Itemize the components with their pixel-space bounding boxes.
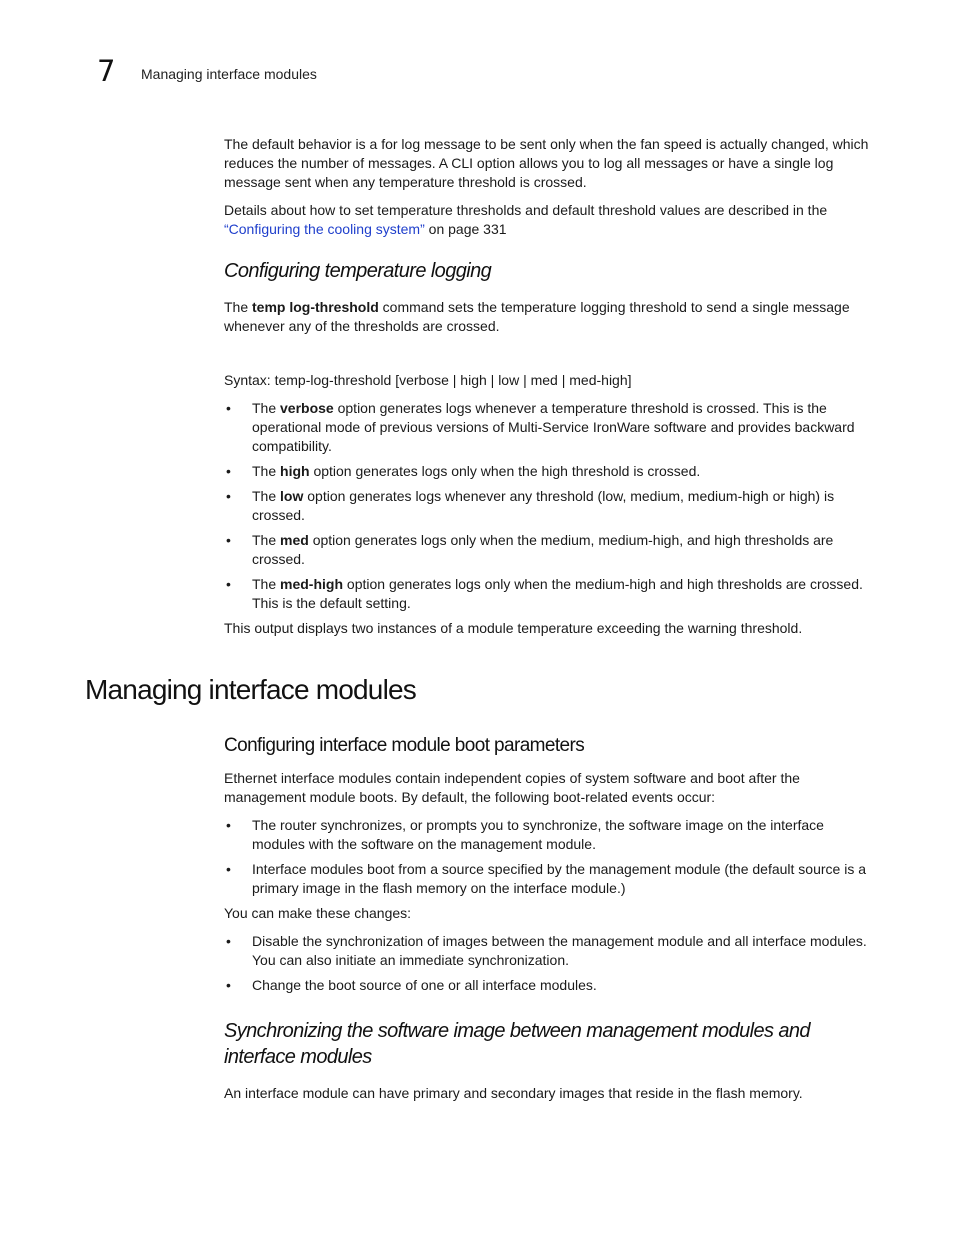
- sync-text: An interface module can have primary and secondary images that reside in the flash memory.: [224, 1085, 803, 1101]
- intro-paragraph: The default behavior is a for log message to be sent only when the fan speed is actually changed, which reduces the number of messages. A CLI option allows you to log all messages or have a single log message sent when any temperature threshold is crossed.: [224, 136, 869, 190]
- list-item: [224, 531, 874, 569]
- sync-heading: Synchronizing the software image between management modules and interface modules: [224, 1020, 810, 1068]
- intro-section: [224, 135, 874, 239]
- bullet-icon: •: [226, 933, 231, 949]
- item-text: Interface modules boot from a source specified by the management module (the default source is a primary image in the flash memory on the interface module.): [252, 861, 867, 896]
- bullet-icon: •: [226, 861, 231, 877]
- item-text: option generates logs only when the medium, medium-high, and high thresholds are crossed.: [252, 532, 834, 567]
- list-item: [224, 487, 874, 525]
- option-keyword: verbose: [280, 400, 334, 416]
- boot-parameters-heading: Configuring interface module boot parameters: [224, 735, 585, 756]
- option-keyword: low: [280, 488, 304, 504]
- chapter-number: 7: [97, 54, 116, 88]
- item-text: Disable the synchronization of images between the management module and all interface modules. You can also initiate an immediate synchronization.: [252, 933, 867, 968]
- changes-list: [224, 932, 874, 995]
- list-item: [224, 816, 874, 854]
- command-name: temp log-threshold: [252, 299, 379, 315]
- changes-intro: You can make these changes:: [224, 905, 412, 921]
- bullet-icon: •: [226, 463, 231, 479]
- item-text: option generates logs whenever a temperature threshold is crossed. This is the operational mode of previous versions of Multi-Service IronWare software and provides backward compatibility.: [252, 400, 855, 454]
- item-text: The: [252, 488, 281, 504]
- option-list: [224, 399, 874, 613]
- option-keyword: med-high: [280, 576, 344, 592]
- item-text: The: [252, 532, 281, 548]
- option-keyword: high: [280, 463, 310, 479]
- item-text: option generates logs only when the high threshold is crossed.: [309, 463, 701, 479]
- intro-text: The: [224, 299, 253, 315]
- temp-logging-intro: [224, 298, 874, 336]
- bullet-icon: •: [226, 817, 231, 833]
- cooling-system-link[interactable]: “Configuring the cooling system”: [224, 221, 425, 237]
- item-text: The: [252, 463, 281, 479]
- bullet-icon: •: [226, 488, 231, 504]
- item-text: The: [252, 400, 281, 416]
- bullet-icon: •: [226, 977, 231, 993]
- list-item: [224, 976, 874, 995]
- syntax-text: Syntax: temp-log-threshold [verbose | high | low | med | med-high]: [224, 372, 632, 388]
- list-item: [224, 932, 874, 970]
- temp-logging-section: [224, 258, 874, 638]
- list-item: [224, 860, 874, 898]
- option-keyword: med: [280, 532, 309, 548]
- item-text: option generates logs whenever any threshold (low, medium, medium-high or high) is crossed.: [252, 488, 835, 523]
- boot-parameters-section: [224, 734, 874, 1001]
- output-note: This output displays two instances of a module temperature exceeding the warning threshold.: [224, 620, 803, 636]
- syntax-line: [224, 371, 874, 390]
- bullet-icon: •: [226, 576, 231, 592]
- page-reference: on page 331: [424, 221, 507, 237]
- boot-intro: Ethernet interface modules contain independent copies of system software and boot after the management module boots. By default, the following boot-related events occur:: [224, 770, 800, 805]
- item-text: The router synchronizes, or prompts you to synchronize, the software image on the interface modules with the software on the management module.: [252, 817, 824, 852]
- intro-text-rest: command sets the temperature logging threshold to send a single message whenever any of the thresholds are crossed.: [224, 299, 850, 334]
- bullet-icon: •: [226, 400, 231, 416]
- list-item: [224, 399, 874, 456]
- thresholds-text: Details about how to set temperature thresholds and default threshold values are described in the: [224, 202, 828, 218]
- item-text: option generates logs only when the medium-high and high thresholds are crossed. This is the default setting.: [252, 576, 863, 611]
- sync-section: [224, 1018, 874, 1103]
- running-header-title: Managing interface modules: [141, 66, 317, 82]
- bullet-icon: •: [226, 532, 231, 548]
- item-text: Change the boot source of one or all interface modules.: [252, 977, 597, 993]
- item-text: The: [252, 576, 281, 592]
- thresholds-paragraph: [224, 201, 874, 239]
- list-item: [224, 462, 874, 481]
- list-item: [224, 575, 874, 613]
- boot-events-list: [224, 816, 874, 898]
- section-heading: Managing interface modules: [85, 674, 416, 705]
- temp-logging-heading: Configuring temperature logging: [224, 260, 492, 282]
